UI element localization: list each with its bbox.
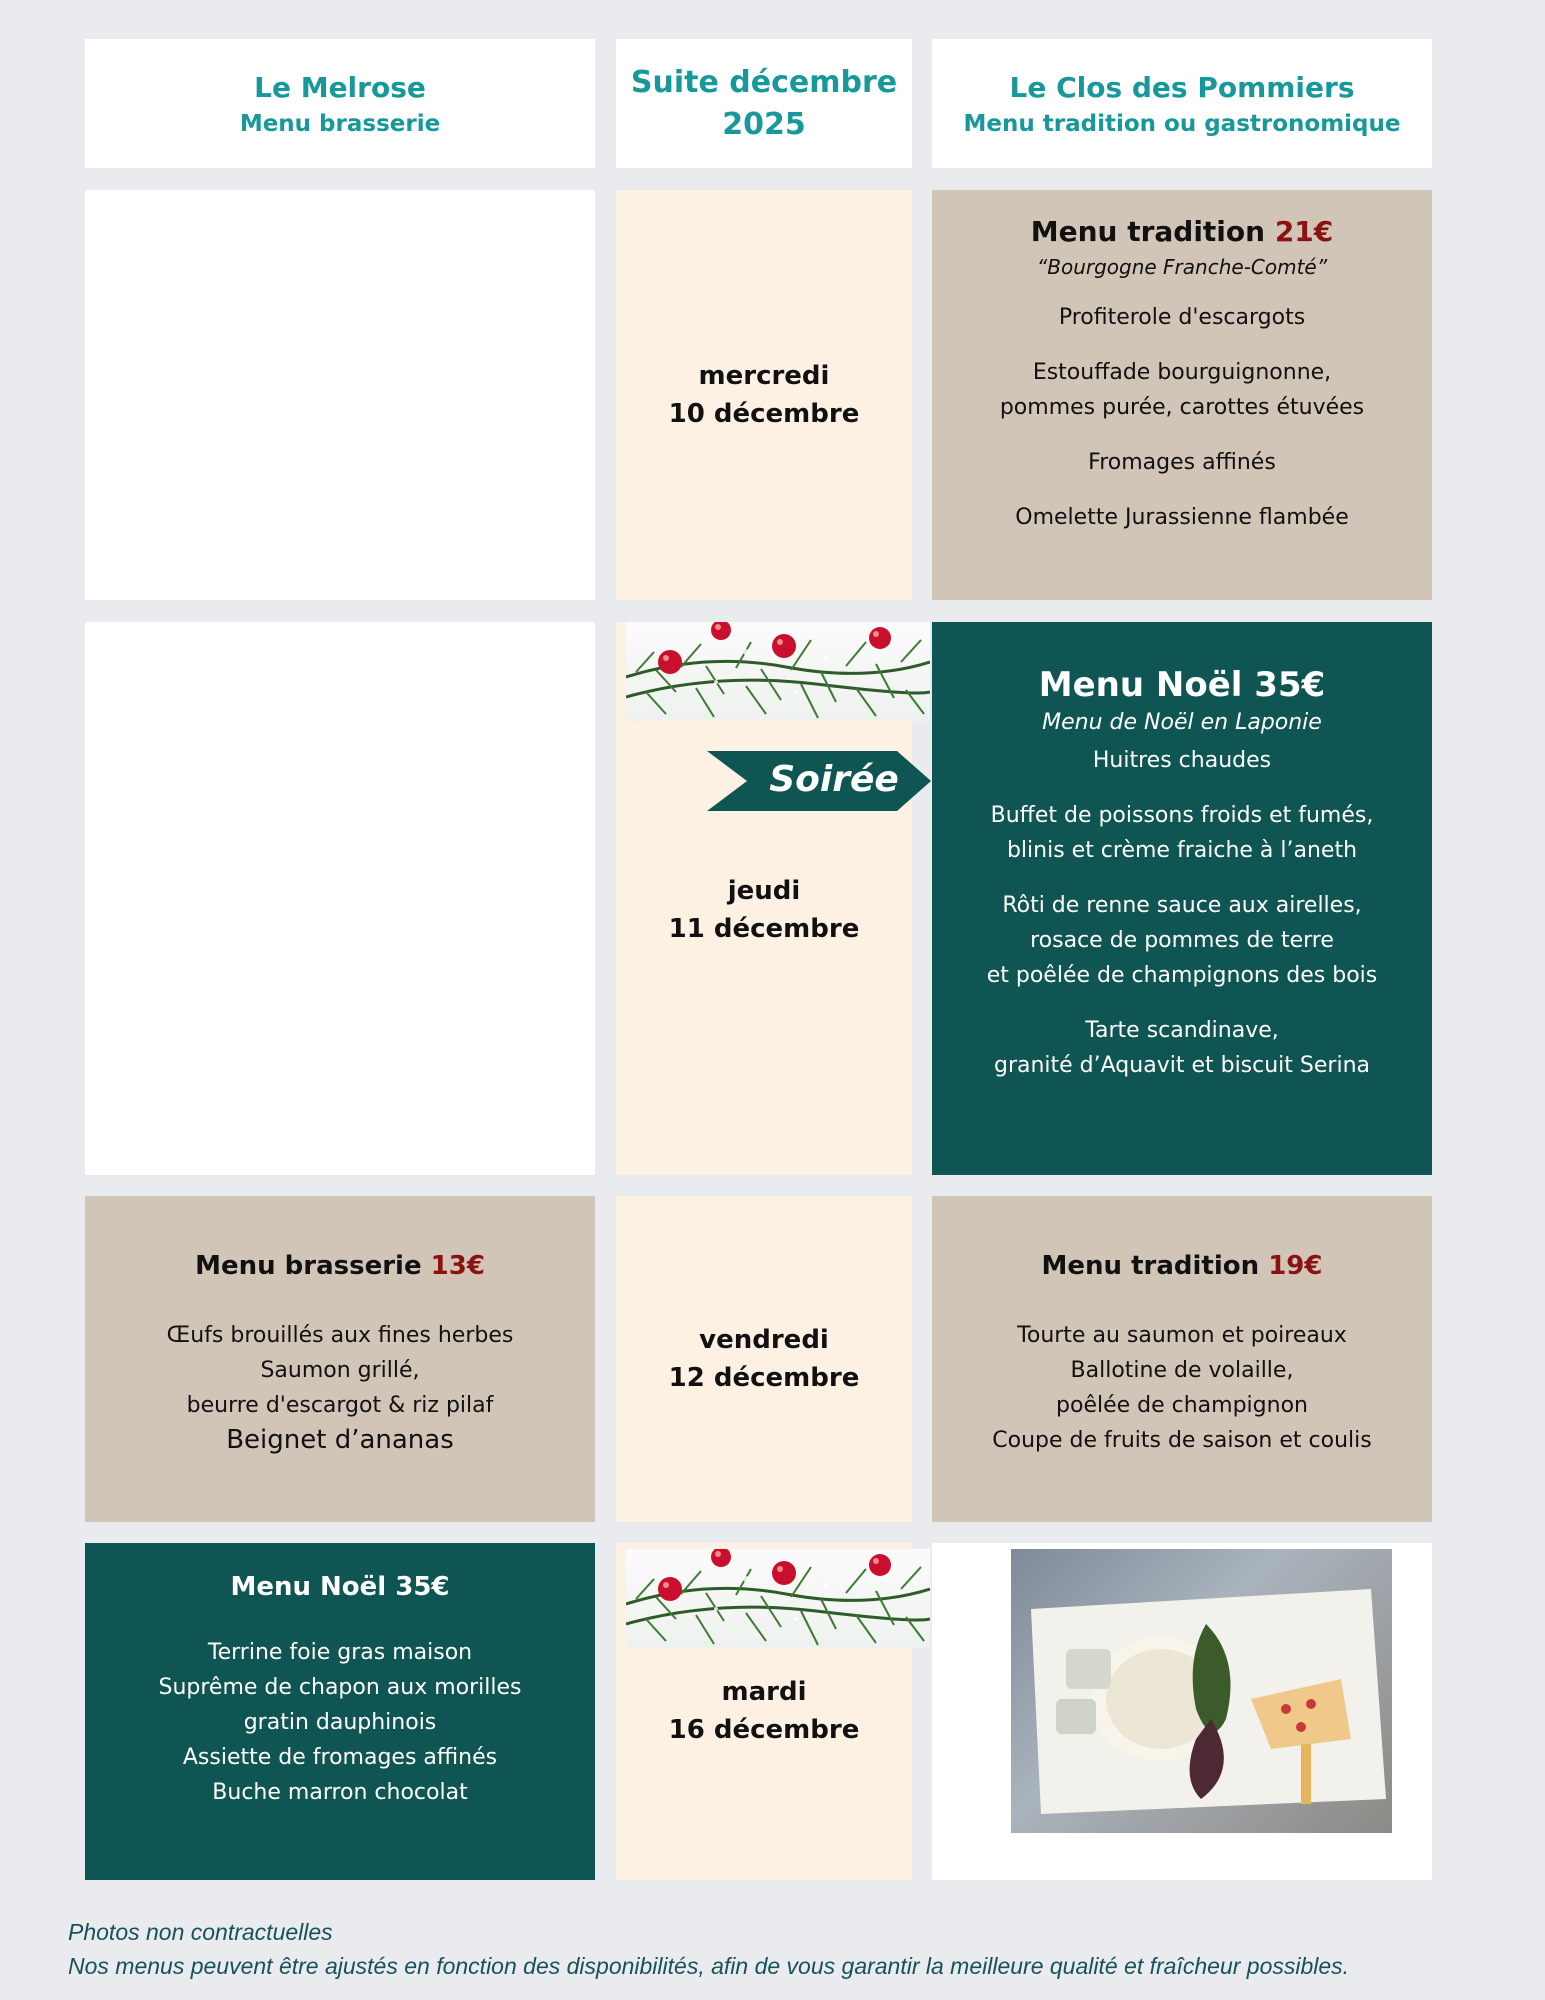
restaurant-name-melrose: Le Melrose bbox=[254, 70, 426, 104]
menu-noel-16 bbox=[85, 1543, 595, 1880]
header-clos bbox=[932, 39, 1432, 168]
menu-title: Menu Noël 35€ bbox=[1038, 665, 1326, 705]
menu-subtitle: Menu de Noël en Laponie bbox=[1042, 710, 1322, 735]
date-12: 12 décembre bbox=[668, 1363, 860, 1393]
menu-subtitle: “Bourgogne Franche-Comté” bbox=[1036, 255, 1328, 279]
day-cell-10 bbox=[616, 190, 912, 600]
menu-title-text: Menu tradition bbox=[1041, 1251, 1269, 1281]
date-11: 11 décembre bbox=[668, 914, 860, 944]
menu-item: Ballotine de volaille, bbox=[1070, 1358, 1294, 1383]
footer-note-menus: Nos menus peuvent être ajustés en fonction des disponibilités, afin de vous garantir la meilleure qualité et fraîcheur possibles. bbox=[68, 1953, 1350, 1979]
period-line2: 2025 bbox=[722, 106, 806, 142]
menu-item: gratin dauphinois bbox=[243, 1710, 437, 1735]
header-period bbox=[616, 39, 912, 168]
menu-noel-11 bbox=[932, 622, 1432, 1175]
menu-item: Buche marron chocolat bbox=[212, 1780, 468, 1805]
menu-price: 13€ bbox=[430, 1251, 485, 1281]
menu-title-text: Menu tradition bbox=[1030, 215, 1275, 248]
empty-cell-melrose-11 bbox=[85, 622, 595, 1175]
menu-item: et poêlée de champignons des bois bbox=[986, 963, 1378, 988]
menu-price: 21€ bbox=[1274, 215, 1334, 248]
menu-item: Assiette de fromages affinés bbox=[182, 1745, 498, 1770]
date-10: 10 décembre bbox=[668, 399, 860, 429]
menu-item: Omelette Jurassienne flambée bbox=[1015, 505, 1349, 530]
footer-note-photos: Photos non contractuelles bbox=[68, 1919, 333, 1945]
menu-item: pommes purée, carottes étuvées bbox=[999, 395, 1365, 420]
menu-item: Terrine foie gras maison bbox=[207, 1640, 473, 1665]
menu-item: Tourte au saumon et poireaux bbox=[1017, 1323, 1347, 1348]
date-16: 16 décembre bbox=[668, 1715, 860, 1745]
period-line1: Suite décembre bbox=[630, 64, 898, 100]
menu-brasserie-12 bbox=[85, 1196, 595, 1522]
menu-price: 19€ bbox=[1268, 1251, 1323, 1281]
weekday-11: jeudi bbox=[727, 876, 801, 906]
photo-cell-16 bbox=[932, 1543, 1432, 1880]
menu-item: poêlée de champignon bbox=[1056, 1393, 1308, 1418]
cheese-plate-photo bbox=[1011, 1549, 1392, 1833]
menu-item: Profiterole d'escargots bbox=[1058, 305, 1306, 330]
header-melrose bbox=[85, 39, 595, 168]
menu-item: Suprême de chapon aux morilles bbox=[158, 1675, 522, 1700]
menu-title bbox=[932, 1246, 1432, 1286]
menu-item: Saumon grillé, bbox=[260, 1358, 420, 1383]
menu-item: Buffet de poissons froids et fumés, bbox=[990, 803, 1374, 828]
menu-item: rosace de pommes de terre bbox=[1030, 928, 1334, 953]
menu-item: Coupe de fruits de saison et coulis bbox=[992, 1428, 1372, 1453]
pine-garland-image bbox=[626, 1549, 930, 1648]
weekday-12: vendredi bbox=[699, 1325, 829, 1355]
soiree-banner bbox=[707, 751, 931, 811]
weekday-16: mardi bbox=[721, 1677, 807, 1707]
restaurant-name-clos: Le Clos des Pommiers bbox=[1009, 70, 1355, 104]
menu-item: Beignet d’ananas bbox=[226, 1425, 454, 1455]
menu-item: Huitres chaudes bbox=[1092, 748, 1272, 773]
menu-title-text: Menu brasserie bbox=[195, 1251, 431, 1281]
menu-item: blinis et crème fraiche à l’aneth bbox=[1006, 838, 1358, 863]
menu-tradition-12 bbox=[932, 1196, 1432, 1522]
menu-item: beurre d'escargot & riz pilaf bbox=[186, 1393, 494, 1418]
menu-title bbox=[932, 212, 1432, 252]
menu-title bbox=[85, 1246, 595, 1286]
menu-title: Menu Noël 35€ bbox=[230, 1572, 450, 1602]
restaurant-subtitle-melrose: Menu brasserie bbox=[239, 110, 441, 137]
empty-cell-melrose-10 bbox=[85, 190, 595, 600]
weekday-10: mercredi bbox=[698, 361, 830, 391]
menu-item: Tarte scandinave, bbox=[1085, 1018, 1279, 1043]
restaurant-subtitle-clos: Menu tradition ou gastronomique bbox=[963, 110, 1401, 137]
soiree-label: Soirée bbox=[769, 759, 899, 800]
menu-item: granité d’Aquavit et biscuit Serina bbox=[993, 1053, 1370, 1078]
menu-item: Estouffade bourguignonne, bbox=[1032, 360, 1332, 385]
menu-item: Rôti de renne sauce aux airelles, bbox=[1002, 893, 1362, 918]
menu-item: Œufs brouillés aux fines herbes bbox=[166, 1323, 514, 1348]
menu-tradition-10 bbox=[932, 190, 1432, 600]
menu-item: Fromages affinés bbox=[1088, 450, 1276, 475]
pine-garland-image bbox=[626, 622, 930, 721]
day-cell-12 bbox=[616, 1196, 912, 1522]
